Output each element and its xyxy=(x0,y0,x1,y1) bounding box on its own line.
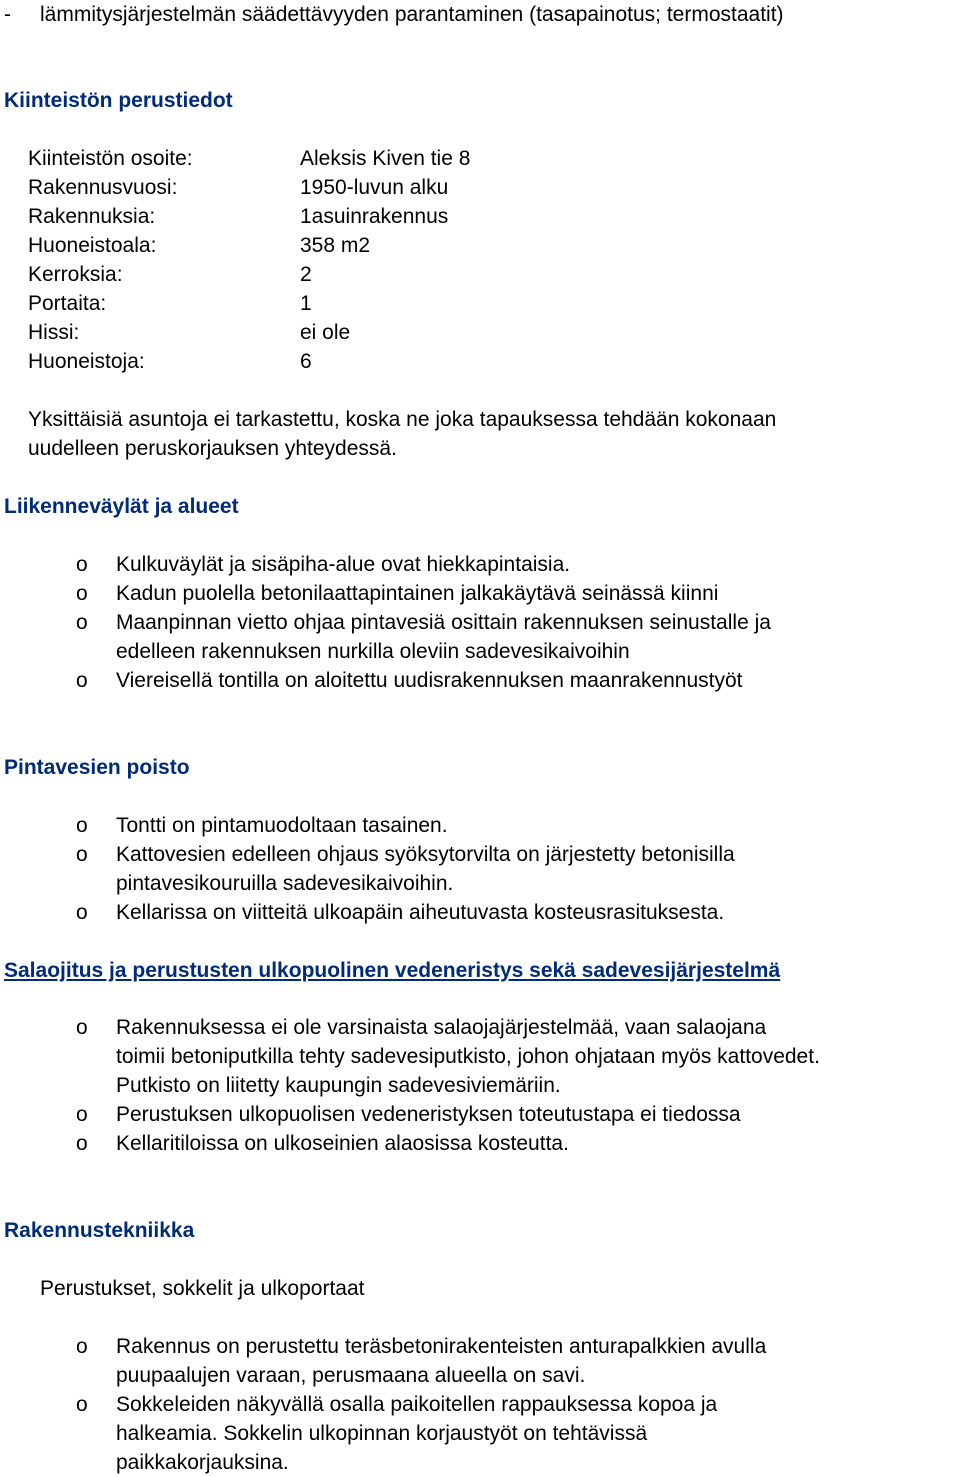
list-item-line: Viereisellä tontilla on aloitettu uudisrakennuksen maanrakennustyöt xyxy=(116,669,743,692)
subsection-title: Perustukset, sokkelit ja ulkoportaat xyxy=(40,1277,365,1300)
list-item-line: pintavesikouruilla sadevesikaivoihin. xyxy=(116,872,454,895)
bullet-marker: o xyxy=(76,553,88,576)
info-key: Hissi: xyxy=(28,321,80,344)
list-item-line: Perustuksen ulkopuolisen vedeneristyksen toteutustapa ei tiedossa xyxy=(116,1103,741,1126)
section-title-rakennustekniikka: Rakennustekniikka xyxy=(4,1219,195,1242)
info-key: Kiinteistön osoite: xyxy=(28,147,193,170)
info-value: Aleksis Kiven tie 8 xyxy=(300,147,471,170)
info-value: 1asuinrakennus xyxy=(300,205,449,228)
list-item-line: Rakennuksessa ei ole varsinaista salaojajärjestelmää, vaan salaojana xyxy=(116,1016,767,1039)
list-item-line: halkeamia. Sokkelin ulkopinnan korjaustyöt on tehtävissä xyxy=(116,1422,648,1445)
section-title-perustiedot: Kiinteistön perustiedot xyxy=(4,89,233,112)
info-value: ei ole xyxy=(300,321,351,344)
info-value: 358 m2 xyxy=(300,234,371,257)
bullet-marker: o xyxy=(76,901,88,924)
list-item-line: edelleen rakennuksen nurkilla oleviin sadevesikaivoihin xyxy=(116,640,630,663)
info-key: Huoneistoala: xyxy=(28,234,157,257)
bullet-marker: o xyxy=(76,1132,88,1155)
section-title-pintavesi: Pintavesien poisto xyxy=(4,756,190,779)
info-key: Portaita: xyxy=(28,292,107,315)
info-value: 1 xyxy=(300,292,312,315)
intro-text: lämmitysjärjestelmän säädettävyyden parantaminen (tasapainotus; termostaatit) xyxy=(40,3,784,26)
list-item-line: Sokkeleiden näkyvällä osalla paikoitellen rappauksessa kopoa ja xyxy=(116,1393,718,1416)
list-item-line: toimii betoniputkilla tehty sadevesiputkisto, johon ohjataan myös kattovedet. xyxy=(116,1045,820,1068)
list-item-line: Putkisto on liitetty kaupungin sadevesiviemäriin. xyxy=(116,1074,561,1097)
info-key: Rakennusvuosi: xyxy=(28,176,178,199)
info-value: 1950-luvun alku xyxy=(300,176,449,199)
list-item-line: Kellaritiloissa on ulkoseinien alaosissa kosteutta. xyxy=(116,1132,569,1155)
list-item-line: paikkakorjauksina. xyxy=(116,1451,289,1474)
note-line: Yksittäisiä asuntoja ei tarkastettu, koska ne joka tapauksessa tehdään kokonaan xyxy=(28,408,777,431)
intro-dash: - xyxy=(4,3,11,26)
bullet-marker: o xyxy=(76,582,88,605)
list-item-line: Kellarissa on viitteitä ulkoapäin aiheutuvasta kosteusrasituksesta. xyxy=(116,901,725,924)
list-item-line: Kadun puolella betonilaattapintainen jalkakäytävä seinässä kiinni xyxy=(116,582,719,605)
bullet-marker: o xyxy=(76,1335,88,1358)
info-value: 6 xyxy=(300,350,312,373)
bullet-marker: o xyxy=(76,611,88,634)
section-title-salaojitus: Salaojitus ja perustusten ulkopuolinen vedeneristys sekä sadevesijärjestelmä xyxy=(4,959,781,982)
list-item-line: Kulkuväylät ja sisäpiha-alue ovat hiekkapintaisia. xyxy=(116,553,571,576)
bullet-marker: o xyxy=(76,814,88,837)
bullet-marker: o xyxy=(76,1103,88,1126)
info-key: Rakennuksia: xyxy=(28,205,156,228)
list-item-line: Tontti on pintamuodoltaan tasainen. xyxy=(116,814,448,837)
list-item-line: puupaalujen varaan, perusmaana alueella on savi. xyxy=(116,1364,586,1387)
info-key: Kerroksia: xyxy=(28,263,123,286)
bullet-marker: o xyxy=(76,1393,88,1416)
bullet-marker: o xyxy=(76,1016,88,1039)
bullet-marker: o xyxy=(76,843,88,866)
section-title-liikenne: Liikenneväylät ja alueet xyxy=(4,495,239,518)
bullet-marker: o xyxy=(76,669,88,692)
info-key: Huoneistoja: xyxy=(28,350,145,373)
list-item-line: Rakennus on perustettu teräsbetonirakenteisten anturapalkkien avulla xyxy=(116,1335,767,1358)
list-item-line: Maanpinnan vietto ohjaa pintavesiä osittain rakennuksen seinustalle ja xyxy=(116,611,771,634)
note-line: uudelleen peruskorjauksen yhteydessä. xyxy=(28,437,397,460)
list-item-line: Kattovesien edelleen ohjaus syöksytorvilta on järjestetty betonisilla xyxy=(116,843,735,866)
info-value: 2 xyxy=(300,263,312,286)
